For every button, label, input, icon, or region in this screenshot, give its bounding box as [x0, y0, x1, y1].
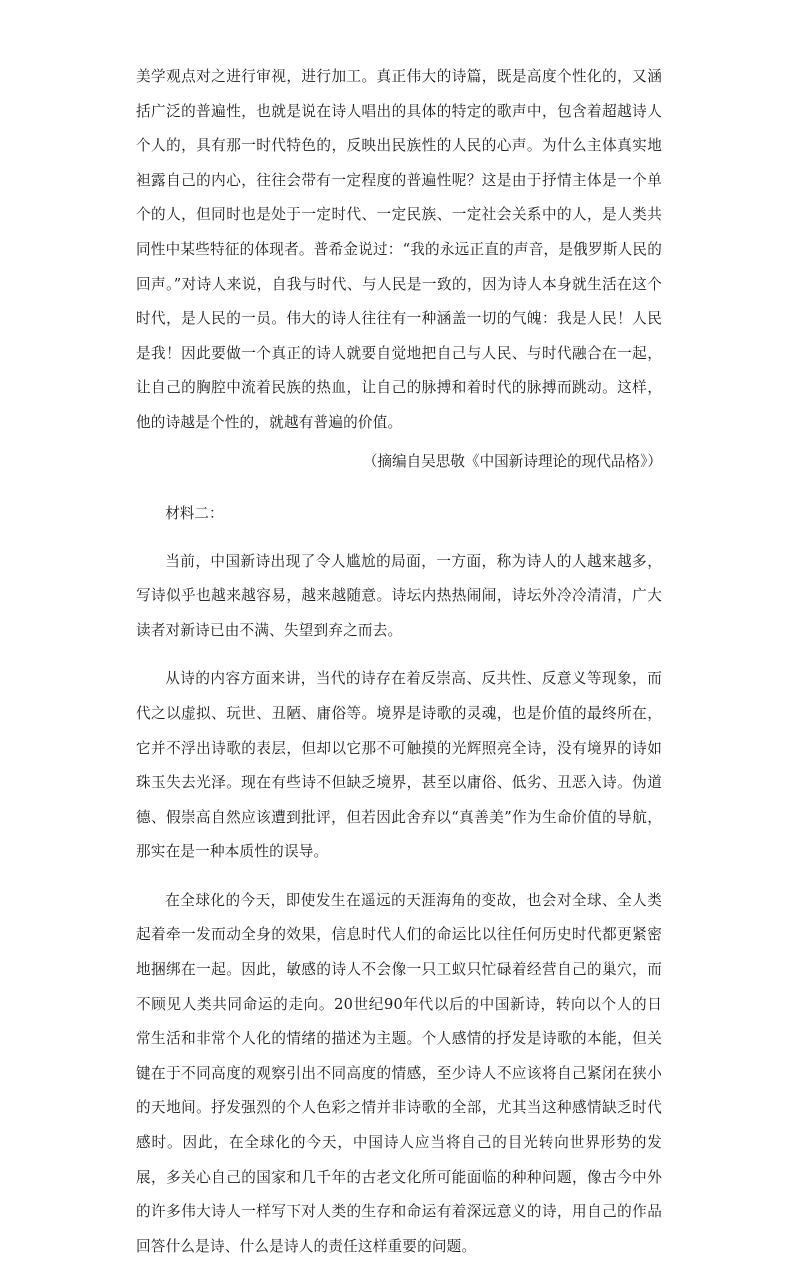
material-two-label: 材料二： — [165, 504, 224, 522]
material-two-paragraph-3: 在全球化的今天，即使发生在遥远的天涯海角的变故，也会对全球、全人类起着牵一发而动全身的效果，信息时代人们的命运比以往任何历史时代都更紧密地捆绑在一起。因此，敏感的诗人不会像一只工蚁只忙碌着经营自己的巢穴，而不顾见人类共同命运的走向。20世纪90年代以后的中国新诗，转向以个人的日常生活和非常个人化的情绪的描述为主题。个人感情的抒发是诗歌的本能，但关键在于不同高度的观察引出不同高度的情感，至少诗人不应该将自己紧闭在狭小的天地间。抒发强烈的个人色彩之情并非诗歌的全部，尤其当这种感情缺乏时代感时。因此，在全球化的今天，中国诗人应当将自己的目光转向世界形势的发展，多关心自己的国家和几千年的古老文化所可能面临的种种问题，像古今中外的许多伟大诗人一样写下对人类的生存和命运有着深远意义的诗，用自己的作品回答什么是诗、什么是诗人的责任这样重要的问题。 — [136, 891, 662, 1255]
material-two-paragraph-2: 从诗的内容方面来讲，当代的诗存在着反崇高、反共性、反意义等现象，而代之以虚拟、玩世、丑陋、庸俗等。境界是诗歌的灵魂，也是价值的最终所在，它并不浮出诗歌的表层，但却以它那不可触摸的光辉照亮全诗，没有境界的诗如珠玉失去光泽。现在有些诗不但缺乏境界，甚至以庸俗、低劣、丑恶入诗。伪道德、假崇高自然应该遭到批评，但若因此舍弃以“真善美”作为生命价值的导航，那实在是一种本质性的误导。 — [136, 670, 662, 861]
document-page — [136, 60, 662, 1264]
material-one-source: （摘编自吴思敬《中国新诗理论的现代品格》） — [362, 452, 662, 470]
material-one-paragraph: 美学观点对之进行审视，进行加工。真正伟大的诗篇，既是高度个性化的，又涵括广泛的普遍性，也就是说在诗人唱出的具体的特定的歌声中，包含着超越诗人个人的，具有那一时代特色的，反映出民族性的人民的心声。为什么主体真实地袒露自己的内心，往往会带有一定程度的普遍性呢？这是由于抒情主体是一个单个的人，但同时也是处于一定时代、一定民族、一定社会关系中的人，是人类共同性中某些特征的体现者。普希金说过：“我的永远正直的声音，是俄罗斯人民的回声。”对诗人来说，自我与时代、与人民是一致的，因为诗人本身就生活在这个时代，是人民的一员。伟大的诗人往往有一种涵盖一切的气魄：我是人民！人民是我！因此要做一个真正的诗人就要自觉地把自己与人民、与时代融合在一起，让自己的胸腔中流着民族的热血，让自己的脉搏和着时代的脉搏而跳动。这样，他的诗越是个性的，就越有普遍的价值。 — [136, 68, 662, 431]
material-two-paragraph-1: 当前，中国新诗出现了令人尴尬的局面，一方面，称为诗人的人越来越多，写诗似乎也越来越容易，越来越随意。诗坛内热热闹闹，诗坛外冷冷清清，广大读者对新诗已由不满、失望到弃之而去。 — [136, 552, 662, 639]
